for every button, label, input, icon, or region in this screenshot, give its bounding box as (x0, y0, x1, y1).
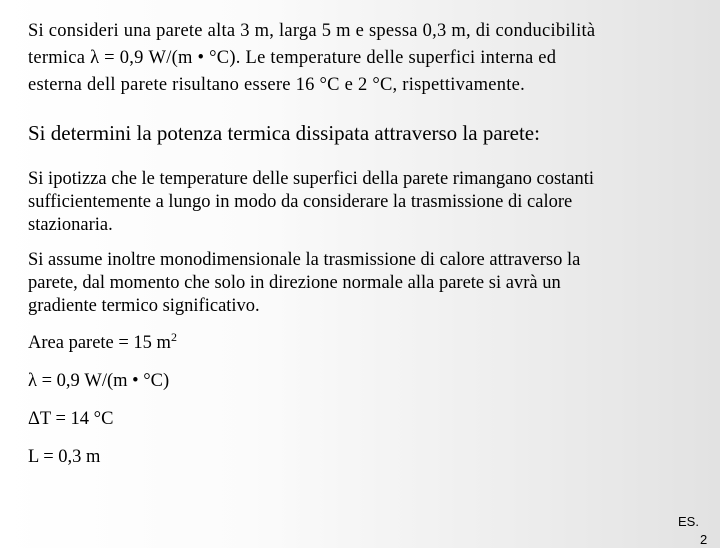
question-heading: Si determini la potenza termica dissipata attraverso la parete: (28, 121, 540, 145)
wall-area-text: Area parete = 15 m (28, 333, 171, 353)
problem-statement (28, 18, 698, 99)
exercise-number: 2 (700, 532, 708, 547)
problem-line-3: esterna dell parete risultano essere 16 °C e 2 °C, rispettivamente. (28, 75, 525, 95)
wall-thickness: L = 0,3 m (28, 447, 101, 467)
steady-state-assumption (28, 168, 698, 237)
thermal-conductivity: λ = 0,9 W/(m • °C) (28, 371, 170, 391)
wall-area (28, 331, 698, 355)
problem-line-2: termica λ = 0,9 W/(m • °C). Le temperature delle superfici interna ed (28, 48, 557, 68)
area-exponent: 2 (170, 330, 177, 344)
temperature-difference: ΔT = 14 °C (28, 409, 114, 429)
assumption-2-line-3: gradiente termico significativo. (28, 296, 260, 316)
assumption-1-line-1: Si ipotizza che le temperature delle superfici della parete rimangano costanti (28, 169, 595, 189)
assumption-2-line-2: parete, dal momento che solo in direzione normale alla parete si avrà un (28, 273, 561, 293)
slide-content (28, 18, 698, 469)
assumption-2-line-1: Si assume inoltre monodimensionale la trasmissione di calore attraverso la (28, 250, 581, 270)
exercise-label: ES. (678, 514, 699, 529)
assumption-1-line-3: stazionaria. (28, 215, 113, 235)
problem-line-1: Si consideri una parete alta 3 m, larga 5 m e spessa 0,3 m, di conducibilità (28, 21, 596, 41)
one-dimensional-assumption (28, 249, 698, 318)
assumption-1-line-2: sufficientemente a lungo in modo da considerare la trasmissione di calore (28, 192, 573, 212)
